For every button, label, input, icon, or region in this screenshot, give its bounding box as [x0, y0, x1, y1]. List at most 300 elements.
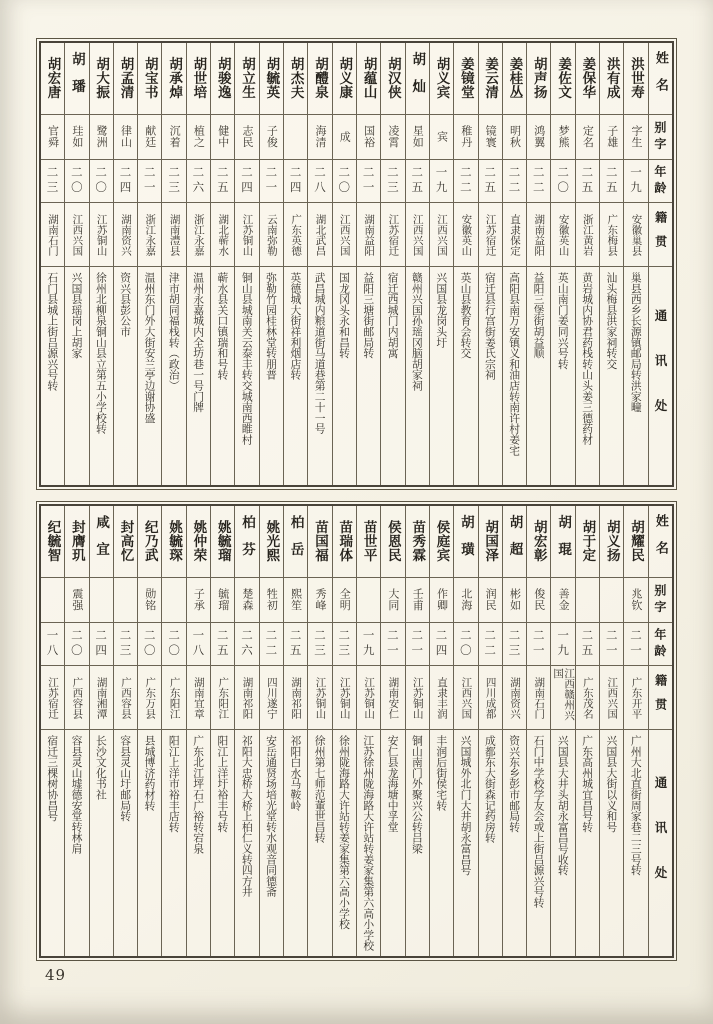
person-address: 徐州陇海路大许站转姜家集第六高小学校 — [338, 735, 351, 930]
person-name: 胡醴泉 — [308, 43, 331, 115]
person-address: 兴国县大井头胡永富昌号收转 — [556, 735, 570, 876]
person-address: 兴国县龙岗头圩 — [435, 272, 449, 348]
person-age: 二〇 — [162, 623, 185, 666]
person-name: 胡毓英 — [260, 43, 283, 115]
person-address: 祁阳白水马鞍岭 — [289, 735, 303, 811]
person-origin: 江西兴国 — [600, 666, 623, 730]
person-age: 二〇 — [551, 160, 574, 203]
person-origin: 安徽英山 — [454, 203, 477, 267]
person-name: 姜云清 — [479, 43, 502, 115]
person-origin: 湖北蕲水 — [211, 203, 234, 267]
person-origin: 直隶保定 — [503, 203, 526, 267]
person-courtesy-name: 震强 — [65, 578, 88, 623]
person-column — [307, 506, 331, 956]
person-column — [161, 43, 185, 485]
person-origin: 江苏铜山 — [406, 666, 429, 730]
person-name: 胡孟清 — [114, 43, 137, 115]
person-courtesy-name — [284, 115, 307, 160]
person-name: 胡骏逸 — [211, 43, 234, 115]
person-address: 英山县教育会转交 — [459, 272, 473, 359]
person-courtesy-name — [90, 578, 113, 623]
person-address: 资兴东乡彭市邮局转 — [508, 735, 522, 833]
person-courtesy-name: 海清 — [308, 115, 331, 160]
person-origin: 江苏铜山 — [308, 666, 331, 730]
header-column — [648, 506, 672, 956]
person-age: 二三 — [381, 160, 404, 203]
person-address: 江苏徐州陇海路大许站转姜家集第六高小学校 — [362, 735, 376, 951]
person-origin: 湖南石门 — [527, 666, 550, 730]
person-age: 二六 — [235, 623, 258, 666]
person-origin: 广东茂名 — [576, 666, 599, 730]
person-address: 丰润后街侯宅转 — [435, 735, 449, 811]
person-address: 成都东大街森记药房转 — [483, 735, 497, 843]
person-origin: 广东阳江 — [162, 666, 185, 730]
person-name: 苗世平 — [357, 506, 380, 578]
person-courtesy-name: 子俊 — [260, 115, 283, 160]
person-courtesy-name: 健中 — [211, 115, 234, 160]
page-number: 49 — [45, 966, 67, 984]
person-age: 二五 — [576, 160, 599, 203]
person-origin: 湖南祁阳 — [235, 666, 258, 730]
person-address: 英山南门姜同兴号转 — [556, 272, 570, 370]
person-name: 苗国福 — [308, 506, 331, 578]
person-age: 二四 — [235, 160, 258, 203]
person-name: 封膺玑 — [65, 506, 88, 578]
person-courtesy-name: 楚森 — [235, 578, 258, 623]
person-column — [137, 506, 161, 956]
person-courtesy-name: 全明 — [333, 578, 356, 623]
person-origin: 浙江永嘉 — [138, 203, 161, 267]
person-column — [550, 43, 574, 485]
person-column — [234, 43, 258, 485]
person-name: 胡立生 — [235, 43, 258, 115]
row-header-address: 通讯处 — [652, 308, 668, 444]
person-name: 胡于定 — [576, 506, 599, 578]
person-address: 安仁县龙海塘中孚堂 — [386, 735, 400, 833]
person-address: 蕲水县关口镇瑞和号转 — [216, 272, 230, 380]
person-column — [210, 43, 234, 485]
person-address: 县城博济药材转 — [143, 735, 157, 811]
person-origin: 湖南益阳 — [357, 203, 380, 267]
person-column — [599, 43, 623, 485]
person-courtesy-name: 星如 — [406, 115, 429, 160]
person-name: 苗瑞体 — [333, 506, 356, 578]
person-column — [89, 43, 113, 485]
person-courtesy-name — [114, 578, 137, 623]
person-address: 武昌城内粮道街马道巷第二十一号 — [313, 272, 327, 434]
person-age: 二一 — [357, 160, 380, 203]
person-courtesy-name: 兆钦 — [624, 578, 647, 623]
person-age: 二五 — [576, 623, 599, 666]
person-column — [453, 506, 477, 956]
row-header-origin: 籍贯 — [649, 666, 672, 730]
person-origin: 江西兴国 — [65, 203, 88, 267]
person-column — [502, 506, 526, 956]
person-address: 铜山南门外聚兴公转吕梁 — [410, 735, 424, 854]
person-origin: 江西兴国 — [406, 203, 429, 267]
person-column — [526, 43, 550, 485]
person-origin: 云南弥勒 — [260, 203, 283, 267]
person-address: 益阳三塘街邮局转 — [362, 272, 376, 359]
person-address: 赣州兴国孙瑶冈脑胡家祠 — [410, 272, 424, 391]
person-column — [307, 43, 331, 485]
row-header-address: 通讯处 — [652, 775, 668, 911]
person-age: 二三 — [41, 160, 64, 203]
person-age: 二六 — [187, 160, 210, 203]
person-origin: 江苏铜山 — [235, 203, 258, 267]
header-column — [648, 43, 672, 485]
person-age: 二一 — [260, 160, 283, 203]
person-courtesy-name — [576, 578, 599, 623]
person-name: 胡义扬 — [600, 506, 623, 578]
person-age: 二一 — [138, 160, 161, 203]
person-courtesy-name: 稚丹 — [454, 115, 477, 160]
person-column — [259, 43, 283, 485]
person-age: 二五 — [600, 160, 623, 203]
person-name: 侯恩民 — [381, 506, 404, 578]
person-age: 二五 — [211, 160, 234, 203]
table-grid — [39, 504, 674, 958]
person-name: 侯庭宾 — [430, 506, 453, 578]
person-courtesy-name: 定名 — [576, 115, 599, 160]
person-courtesy-name: 律山 — [114, 115, 137, 160]
person-address: 资兴县彭公市 — [119, 272, 133, 337]
person-age: 二四 — [90, 623, 113, 666]
person-courtesy-name: 秀峰 — [308, 578, 331, 623]
person-origin: 浙江永嘉 — [187, 203, 210, 267]
person-name: 胡灿 — [406, 43, 429, 115]
person-address: 宿迁三棵树协昌号 — [46, 735, 60, 822]
person-address: 高阳县南万安镇义和油店转南许村姜宅 — [508, 272, 522, 456]
person-origin: 广西容县 — [114, 666, 137, 730]
person-name: 胡杰夫 — [284, 43, 307, 115]
person-name: 姜桂丛 — [503, 43, 526, 115]
person-courtesy-name: 梦熊 — [551, 115, 574, 160]
person-address: 汕头梅县洪家祠转交 — [605, 272, 619, 370]
person-column — [259, 506, 283, 956]
person-address: 祁阳大忠桥大桥上柏仁义转四方井 — [240, 735, 254, 897]
person-column — [429, 506, 453, 956]
person-origin: 湖南宜章 — [187, 666, 210, 730]
person-column — [453, 43, 477, 485]
person-age: 二一 — [406, 623, 429, 666]
person-column — [89, 506, 113, 956]
person-age: 二三 — [503, 623, 526, 666]
person-origin: 江苏铜山 — [90, 203, 113, 267]
person-name: 胡大振 — [90, 43, 113, 115]
person-courtesy-name — [357, 578, 380, 623]
person-column — [405, 506, 429, 956]
person-address: 兴国县瑶岗上胡家 — [70, 272, 84, 359]
person-courtesy-name: 明秋 — [503, 115, 526, 160]
person-age: 二三 — [114, 623, 137, 666]
person-address: 益阳三堡街胡益顺 — [532, 272, 546, 359]
person-courtesy-name: 大同 — [381, 578, 404, 623]
roster-table-top — [36, 38, 677, 490]
person-column — [113, 506, 137, 956]
person-address: 黄岩城内协君药栈转山头姜三德药材 — [581, 272, 595, 445]
person-origin: 广东万县 — [138, 666, 161, 730]
person-name: 姚仲荣 — [187, 506, 210, 578]
person-name: 洪世寿 — [624, 43, 647, 115]
person-column — [599, 506, 623, 956]
person-address: 国龙冈头永和昌转 — [338, 272, 351, 359]
person-age: 一九 — [551, 623, 574, 666]
person-column — [550, 506, 574, 956]
person-name: 封高忆 — [114, 506, 137, 578]
row-header-age: 年龄 — [649, 623, 672, 666]
person-courtesy-name: 成 — [333, 115, 356, 160]
person-courtesy-name: 凌霄 — [381, 115, 404, 160]
person-address: 宿迁县行宫街姜氏宗祠 — [483, 272, 497, 380]
person-name: 胡汉侠 — [381, 43, 404, 115]
person-age: 一九 — [430, 160, 453, 203]
person-origin: 湖北武昌 — [308, 203, 331, 267]
person-address: 广东高州城宜昌号转 — [581, 735, 595, 833]
person-age: 二三 — [162, 160, 185, 203]
person-name: 姚毓琛 — [162, 506, 185, 578]
person-age: 二二 — [260, 623, 283, 666]
person-origin: 浙江黄岩 — [576, 203, 599, 267]
person-name: 胡璠 — [65, 43, 88, 115]
person-address: 容县灵山墟德安堂转林肩 — [70, 735, 84, 854]
person-column — [623, 43, 647, 485]
person-name: 胡世培 — [187, 43, 210, 115]
person-origin: 江西兴国 — [333, 203, 356, 267]
person-origin: 湖南安仁 — [381, 666, 404, 730]
person-column — [429, 43, 453, 485]
person-courtesy-name: 鹭洲 — [90, 115, 113, 160]
person-name: 胡超 — [503, 506, 526, 578]
person-age: 二五 — [406, 160, 429, 203]
person-address: 兴国县大街以义和号 — [605, 735, 619, 833]
person-name: 胡国泽 — [479, 506, 502, 578]
person-column — [502, 43, 526, 485]
person-courtesy-name — [41, 578, 64, 623]
person-address: 阳江上洋圩裕丰号转 — [216, 735, 230, 833]
person-name: 姜佐文 — [551, 43, 574, 115]
person-age: 二四 — [114, 160, 137, 203]
person-courtesy-name: 子雄 — [600, 115, 623, 160]
person-age: 二〇 — [65, 160, 88, 203]
person-name: 胡宏彰 — [527, 506, 550, 578]
person-origin: 江西兴国 — [430, 203, 453, 267]
person-column — [41, 506, 64, 956]
person-origin: 广西容县 — [65, 666, 88, 730]
person-age: 一八 — [41, 623, 64, 666]
person-courtesy-name: 壬甫 — [406, 578, 429, 623]
person-name: 姜保华 — [576, 43, 599, 115]
person-age: 一九 — [357, 623, 380, 666]
roster-table-bottom — [36, 501, 677, 961]
person-column — [283, 43, 307, 485]
person-age: 二二 — [527, 160, 550, 203]
person-column — [210, 506, 234, 956]
person-column — [526, 506, 550, 956]
person-column — [113, 43, 137, 485]
person-column — [623, 506, 647, 956]
person-origin: 江苏宿迁 — [41, 666, 64, 730]
row-header-age: 年龄 — [649, 160, 672, 203]
person-age: 二二 — [479, 623, 502, 666]
person-courtesy-name: 子承 — [187, 578, 210, 623]
person-address: 徐州北柳泉铜山县立第五小学校转 — [94, 272, 108, 434]
person-name: 纪乃武 — [138, 506, 161, 578]
person-name: 胡声扬 — [527, 43, 550, 115]
person-origin: 江西兴国 — [454, 666, 477, 730]
row-header-courtesy: 别字 — [649, 578, 672, 623]
person-age: 二〇 — [138, 623, 161, 666]
person-age: 二二 — [454, 160, 477, 203]
person-address: 石门中学校学友会或上街吕源兴号转 — [532, 735, 546, 908]
person-age: 二〇 — [454, 623, 477, 666]
person-name: 姚毓瑠 — [211, 506, 234, 578]
person-address: 英德城大街祥利烟店转 — [289, 272, 303, 380]
person-column — [380, 506, 404, 956]
person-origin: 湖南澧县 — [162, 203, 185, 267]
person-column — [356, 506, 380, 956]
person-origin: 湖南资兴 — [114, 203, 137, 267]
person-courtesy-name: 国裕 — [357, 115, 380, 160]
person-name: 姚光熙 — [260, 506, 283, 578]
person-name: 胡宏唐 — [41, 43, 64, 115]
person-origin: 江苏宿迁 — [479, 203, 502, 267]
person-origin: 湖南石门 — [41, 203, 64, 267]
person-address: 温州东门外大街安兰亭边谢协盛 — [143, 272, 157, 424]
person-age: 二四 — [284, 160, 307, 203]
person-name: 苗秀霖 — [406, 506, 429, 578]
person-courtesy-name: 作卿 — [430, 578, 453, 623]
person-address: 安岳通贤场培光堂转水观音同德斋 — [265, 735, 279, 897]
person-age: 二一 — [381, 623, 404, 666]
person-column — [478, 43, 502, 485]
person-courtesy-name: 献廷 — [138, 115, 161, 160]
person-address: 温州永嘉城内全坊巷一号门牌 — [192, 272, 206, 413]
person-age: 二一 — [527, 623, 550, 666]
person-origin: 湖南益阳 — [527, 203, 550, 267]
person-column — [380, 43, 404, 485]
person-age: 一九 — [624, 160, 647, 203]
person-origin: 湖南湘潭 — [90, 666, 113, 730]
person-column — [356, 43, 380, 485]
person-courtesy-name: 官舜 — [41, 115, 64, 160]
person-column — [478, 506, 502, 956]
person-origin: 湖南祁阳 — [284, 666, 307, 730]
person-name: 咸宜 — [90, 506, 113, 578]
person-column — [64, 506, 88, 956]
person-age: 二〇 — [65, 623, 88, 666]
row-header-name: 姓名 — [649, 43, 672, 115]
person-origin: 安徽英山 — [551, 203, 574, 267]
person-origin: 直隶丰润 — [430, 666, 453, 730]
table-grid — [39, 41, 674, 487]
person-name: 胡蕴山 — [357, 43, 380, 115]
person-courtesy-name: 北海 — [454, 578, 477, 623]
person-address: 阳江上洋市裕丰店转 — [167, 735, 181, 833]
person-column — [283, 506, 307, 956]
person-age: 二三 — [308, 623, 331, 666]
person-origin: 广东英德 — [284, 203, 307, 267]
person-origin: 湖南资兴 — [503, 666, 526, 730]
person-age: 二一 — [600, 623, 623, 666]
person-age: 二五 — [284, 623, 307, 666]
person-name: 胡宝书 — [138, 43, 161, 115]
person-age: 二〇 — [90, 160, 113, 203]
person-column — [332, 506, 356, 956]
person-address: 广东北江坪石广裕转宕泉 — [192, 735, 206, 854]
person-origin: 广东梅县 — [600, 203, 623, 267]
person-courtesy-name: 熙笙 — [284, 578, 307, 623]
person-name: 柏岳 — [284, 506, 307, 578]
person-address: 宿迁西城门内胡寓 — [386, 272, 400, 359]
person-origin: 江苏铜山 — [357, 666, 380, 730]
person-courtesy-name: 鸿翼 — [527, 115, 550, 160]
person-address: 石门县城上街吕源兴号转 — [46, 272, 60, 391]
person-column — [137, 43, 161, 485]
person-name: 柏芬 — [235, 506, 258, 578]
person-address: 兴国城外北门大井胡永富昌号 — [459, 735, 473, 876]
person-column — [161, 506, 185, 956]
person-column — [186, 43, 210, 485]
person-courtesy-name: 镜寰 — [479, 115, 502, 160]
person-courtesy-name: 俊民 — [527, 578, 550, 623]
person-origin: 广东开平 — [624, 666, 647, 730]
person-address: 容县灵山圩邮局转 — [119, 735, 133, 822]
person-name: 胡义宾 — [430, 43, 453, 115]
person-column — [332, 43, 356, 485]
person-name: 胡承焯 — [162, 43, 185, 115]
person-name: 姜镜堂 — [454, 43, 477, 115]
person-address: 广州大北直街周家巷二三号转 — [629, 735, 643, 876]
person-age: 二五 — [211, 623, 234, 666]
person-courtesy-name: 沉着 — [162, 115, 185, 160]
person-name: 胡琨 — [551, 506, 574, 578]
person-age: 二八 — [308, 160, 331, 203]
person-courtesy-name: 字生 — [624, 115, 647, 160]
person-column — [186, 506, 210, 956]
person-courtesy-name — [162, 578, 185, 623]
person-age: 二三 — [333, 623, 356, 666]
person-address: 徐州第七师范董世昌转 — [313, 735, 327, 843]
person-courtesy-name: 润民 — [479, 578, 502, 623]
person-column — [575, 43, 599, 485]
person-courtesy-name: 善金 — [551, 578, 574, 623]
person-column — [575, 506, 599, 956]
person-name: 胡璜 — [454, 506, 477, 578]
person-origin: 安徽巢县 — [624, 203, 647, 267]
person-age: 二〇 — [333, 160, 356, 203]
person-courtesy-name: 牲初 — [260, 578, 283, 623]
person-courtesy-name: 宾 — [430, 115, 453, 160]
person-age: 二四 — [430, 623, 453, 666]
row-header-name: 姓名 — [649, 506, 672, 578]
person-address: 弥勒竹园桂林堂转朋普 — [265, 272, 279, 380]
person-name: 胡耀民 — [624, 506, 647, 578]
person-courtesy-name: 彬如 — [503, 578, 526, 623]
person-address: 铜山县城南关云泰丰转交城南西睢村 — [240, 272, 254, 445]
person-age: 二二 — [503, 160, 526, 203]
person-column — [41, 43, 64, 485]
person-origin: 江西赣州兴国 — [551, 666, 574, 730]
person-courtesy-name: 志民 — [235, 115, 258, 160]
person-address: 津市胡同福栈转（政治） — [167, 272, 181, 391]
person-courtesy-name: 珪如 — [65, 115, 88, 160]
person-origin: 江苏宿迁 — [381, 203, 404, 267]
person-courtesy-name: 勋铭 — [138, 578, 161, 623]
person-column — [405, 43, 429, 485]
person-name: 胡义康 — [333, 43, 356, 115]
person-name: 纪毓智 — [41, 506, 64, 578]
